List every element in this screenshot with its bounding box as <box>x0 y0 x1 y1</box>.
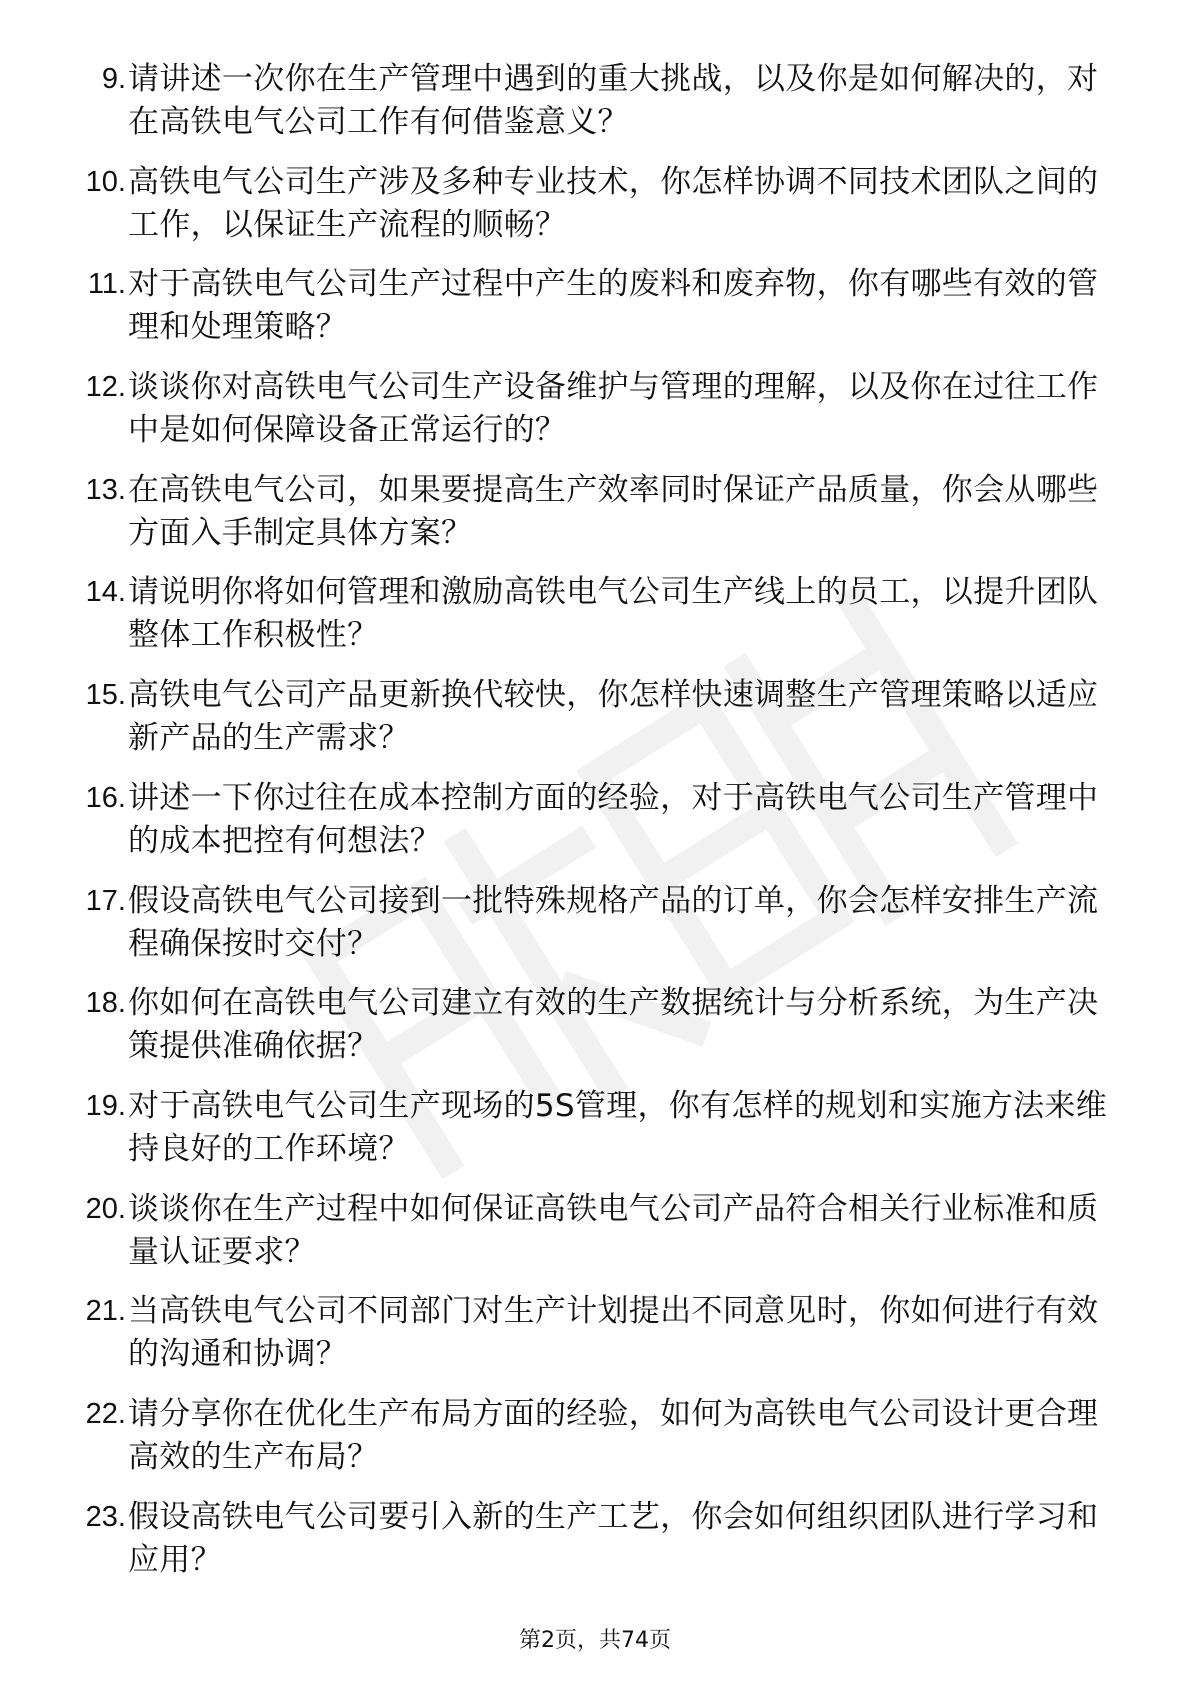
list-item <box>0 771 1190 874</box>
question-number: 16. <box>85 781 126 814</box>
list-item <box>0 155 1190 258</box>
question-text: 谈谈你对高铁电气公司生产设备维护与管理的理解，以及你在过往工作中是如何保障设备正常运行的？ <box>128 369 1099 449</box>
question-text: 你如何在高铁电气公司建立有效的生产数据统计与分析系统，为生产决策提供准确依据？ <box>128 985 1099 1065</box>
list-item <box>0 976 1190 1079</box>
list-item <box>0 1284 1190 1387</box>
question-text: 谈谈你在生产过程中如何保证高铁电气公司产品符合相关行业标准和质量认证要求？ <box>128 1190 1099 1270</box>
question-number: 10. <box>85 165 126 198</box>
question-number: 17. <box>85 884 126 917</box>
question-text: 高铁电气公司产品更新换代较快，你怎样快速调整生产管理策略以适应新产品的生产需求？ <box>128 677 1099 757</box>
question-text: 假设高铁电气公司要引入新的生产工艺，你会如何组织团队进行学习和应用？ <box>128 1498 1099 1578</box>
question-number: 12. <box>85 371 126 404</box>
question-text: 高铁电气公司生产涉及多种专业技术，你怎样协调不同技术团队之间的工作，以保证生产流程的顺畅？ <box>128 163 1099 243</box>
question-number: 14. <box>85 576 126 609</box>
question-text: 对于高铁电气公司生产过程中产生的废料和废弃物，你有哪些有效的管理和处理策略？ <box>128 266 1099 346</box>
question-list <box>0 52 1190 1592</box>
question-number: 22. <box>85 1397 126 1430</box>
question-number: 13. <box>85 473 126 506</box>
list-item <box>0 668 1190 771</box>
list-item <box>0 463 1190 566</box>
question-number: 18. <box>85 987 126 1020</box>
list-item <box>0 1182 1190 1285</box>
list-item <box>0 874 1190 977</box>
list-item <box>0 257 1190 360</box>
list-item <box>0 52 1190 155</box>
question-text: 对于高铁电气公司生产现场的5S管理，你有怎样的规划和实施方法来维持良好的工作环境？ <box>128 1087 1107 1167</box>
question-text: 在高铁电气公司，如果要提高生产效率同时保证产品质量，你会从哪些方面入手制定具体方案？ <box>128 471 1099 551</box>
question-text: 当高铁电气公司不同部门对生产计划提出不同意见时，你如何进行有效的沟通和协调？ <box>128 1293 1099 1373</box>
question-number: 19. <box>85 1089 126 1122</box>
question-number: 23. <box>85 1500 126 1533</box>
question-number: 9. <box>101 63 126 95</box>
list-item <box>0 360 1190 463</box>
list-item <box>0 565 1190 668</box>
list-item <box>0 1387 1190 1490</box>
question-number: 15. <box>85 679 126 712</box>
question-text: 假设高铁电气公司接到一批特殊规格产品的订单，你会怎样安排生产流程确保按时交付？ <box>128 882 1099 962</box>
question-text: 请讲述一次你在生产管理中遇到的重大挑战，以及你是如何解决的，对在高铁电气公司工作有何借鉴意义？ <box>128 61 1099 140</box>
question-number: 21. <box>85 1295 126 1328</box>
list-item <box>0 1079 1190 1182</box>
question-number: 20. <box>85 1192 126 1225</box>
question-text: 讲述一下你过往在成本控制方面的经验，对于高铁电气公司生产管理中的成本把控有何想法？ <box>128 779 1099 859</box>
question-text: 请说明你将如何管理和激励高铁电气公司生产线上的员工，以提升团队整体工作积极性？ <box>128 574 1099 654</box>
question-text: 请分享你在优化生产布局方面的经验，如何为高铁电气公司设计更合理高效的生产布局？ <box>128 1395 1099 1475</box>
question-number: 11. <box>87 268 126 301</box>
page-footer: 第2页，共74页 <box>519 1628 671 1653</box>
list-item <box>0 1490 1190 1593</box>
